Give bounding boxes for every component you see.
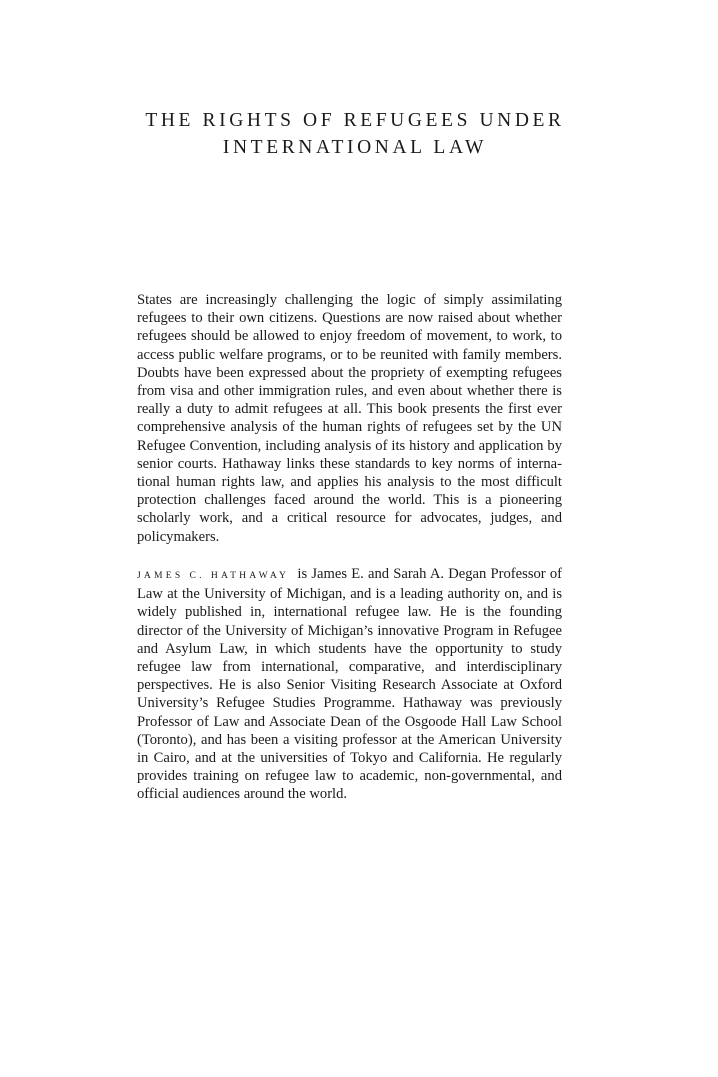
book-title-line-1: THE RIGHTS OF REFUGEES UNDER <box>145 110 565 131</box>
author-bio <box>137 565 562 804</box>
book-title-line-2: INTERNATIONAL LAW <box>222 137 488 158</box>
author-name: JAMES C. HATHAWAY <box>137 570 290 581</box>
book-description: States are increasingly challenging the logic of simply assimilating refugees to their own citizens. Questions are now raised about whether refugees should be allowed to enjoy freedom of movement, to work, to access public welfare programs, or to be reunited with family members. Doubts have been expressed about the propriety of exempting refugees from visa and other immigration rules, and even about whether there is really a duty to admit refugees at all. This book presents the first ever comprehensive analysis of the human rights of refugees set by the UN Refugee Convention, including analysis of its history and application by senior courts. Hathaway links these standards to key norms of international human rights law, and applies his analysis to the most difficult protection challenges faced around the world. This is a pioneering scholarly work, and a critical resource for advocates, judges, and policymakers. <box>137 292 562 545</box>
book-title <box>120 107 590 161</box>
author-bio-text: is James E. and Sarah A. Degan Professor of Law at the University of Michigan, and is a leading authority on, and is widely published in, international refugee law. He is the founding director of the University of Michigan’s innovative Program in Refugee and Asylum Law, in which students have the opportunity to study refugee law from international, comparative, and interdisciplinary perspectives. He is also Senior Visiting Research Associate at Oxford University’s Refugee Studies Programme. Hathaway was previously Professor of Law and Associate Dean of the Osgoode Hall Law School (Toronto), and has been a visiting professor at the American University in Cairo, and at the universities of Tokyo and California. He regularly provides training on refugee law to academic, non-governmental, and official audiences around the world. <box>137 566 563 803</box>
